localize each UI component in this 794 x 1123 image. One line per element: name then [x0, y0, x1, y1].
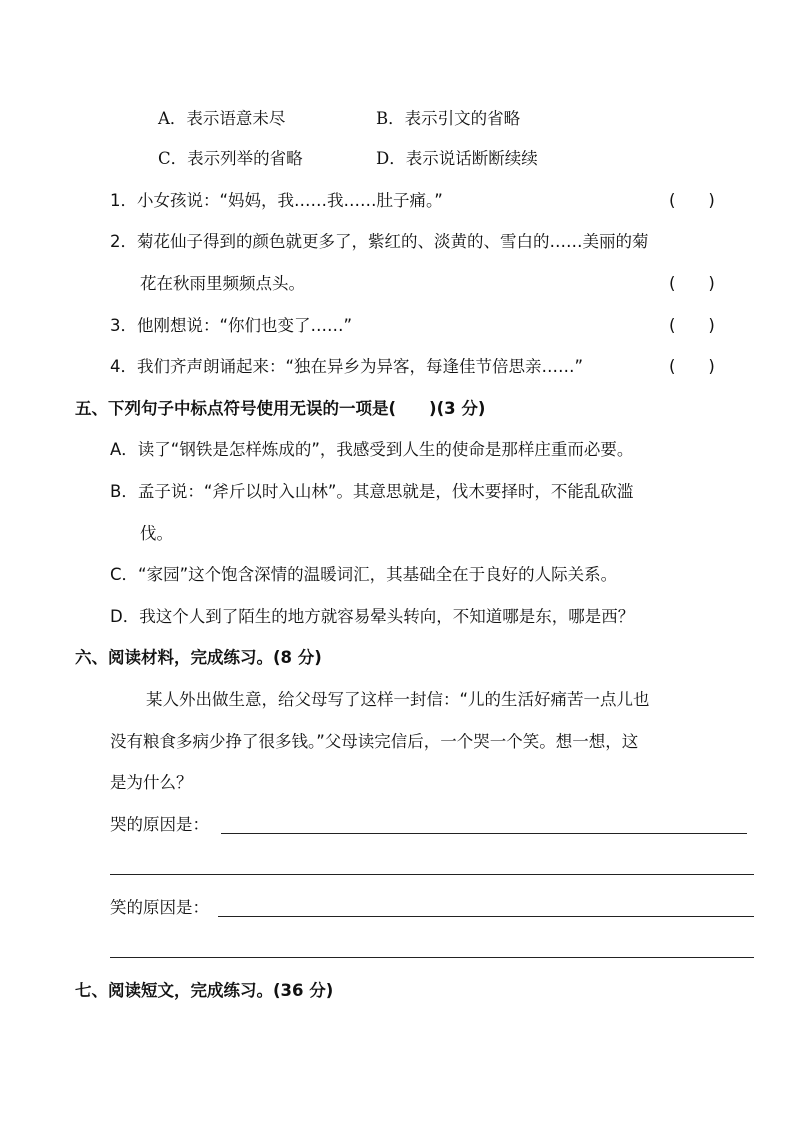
- section-5-title: 五、下列句子中标点符号使用无误的一项是( )(3 分): [75, 399, 486, 418]
- option-a: A．表示语意未尽: [158, 109, 286, 128]
- cry-reason-label: 哭的原因是：: [110, 815, 209, 834]
- section-5-option-b-continued: 伐。: [140, 524, 173, 543]
- laugh-reason-answer-line[interactable]: [218, 916, 754, 917]
- answer-blank-4[interactable]: ( ): [669, 357, 715, 376]
- option-c: C．表示列举的省略: [158, 149, 303, 168]
- question-3: 3．他刚想说：“你们也变了……”: [110, 316, 353, 335]
- answer-blank-2[interactable]: ( ): [669, 274, 715, 293]
- answer-blank-3[interactable]: ( ): [669, 316, 715, 335]
- question-2-continued: 花在秋雨里频频点头。: [140, 274, 305, 293]
- passage-line-1: 某人外出做生意，给父母写了这样一封信：“儿的生活好痛苦一点儿也: [146, 690, 650, 709]
- question-4: 4．我们齐声朗诵起来：“独在异乡为异客，每逢佳节倍思亲……”: [110, 357, 584, 376]
- cry-reason-answer-line-2[interactable]: [110, 874, 754, 875]
- answer-blank-1[interactable]: ( ): [669, 191, 715, 210]
- laugh-reason-answer-line-2[interactable]: [110, 957, 754, 958]
- section-5-option-a: A．读了“钢铁是怎样炼成的”，我感受到人生的使命是那样庄重而必要。: [110, 440, 634, 459]
- section-5-option-b: B．孟子说：“斧斤以时入山林”。其意思就是，伐木要择时，不能乱砍滥: [110, 482, 634, 501]
- laugh-reason-label: 笑的原因是：: [110, 898, 209, 917]
- cry-reason-answer-line[interactable]: [221, 833, 747, 834]
- option-b: B．表示引文的省略: [376, 109, 521, 128]
- section-7-title: 七、阅读短文，完成练习。(36 分): [75, 981, 334, 1000]
- section-5-option-d: D．我这个人到了陌生的地方就容易晕头转向，不知道哪是东，哪是西？: [110, 607, 635, 626]
- section-5-option-c: C．“家园”这个饱含深情的温暖词汇，其基础全在于良好的人际关系。: [110, 565, 618, 584]
- passage-line-2: 没有粮食多病少挣了很多钱。”父母读完信后，一个哭一个笑。想一想，这: [110, 732, 639, 751]
- passage-line-3: 是为什么？: [110, 773, 193, 792]
- question-1: 1．小女孩说：“妈妈，我……我……肚子痛。”: [110, 191, 443, 210]
- section-6-title: 六、阅读材料，完成练习。(8 分): [75, 648, 322, 667]
- option-d: D．表示说话断断续续: [376, 149, 538, 168]
- question-2: 2．菊花仙子得到的颜色就更多了，紫红的、淡黄的、雪白的……美丽的菊: [110, 232, 649, 251]
